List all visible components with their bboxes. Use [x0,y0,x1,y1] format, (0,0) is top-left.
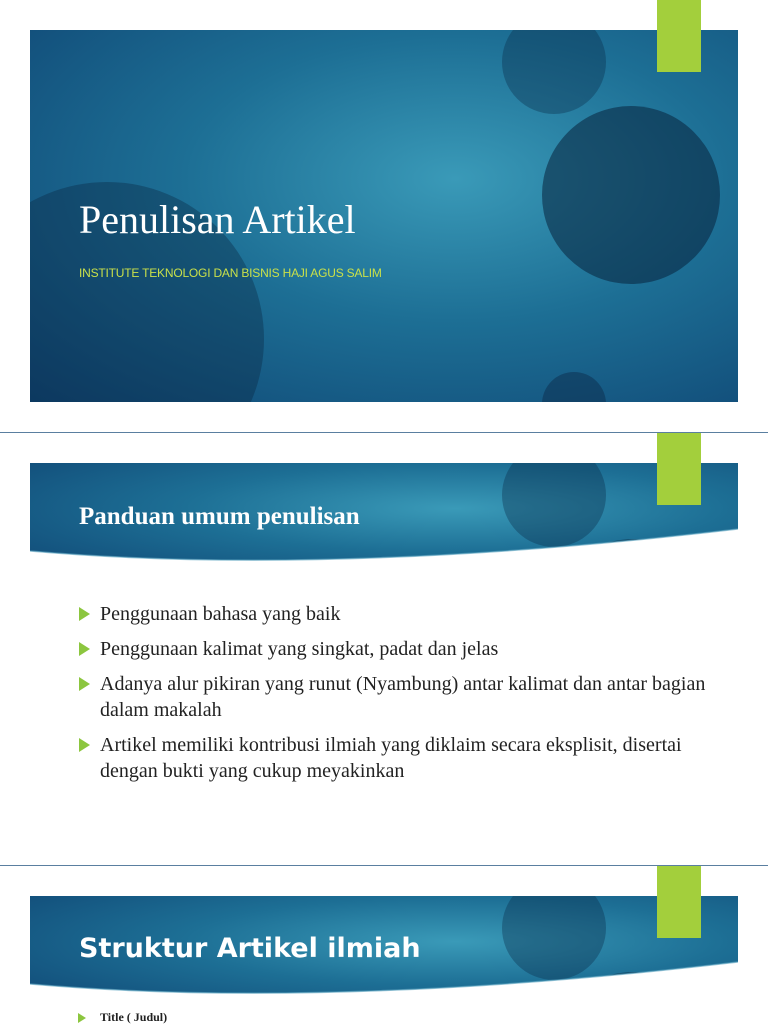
slide-title: Panduan umum penulisan [79,503,360,530]
slide-title: Struktur Artikel ilmiah [79,933,421,964]
green-accent-tab [657,0,701,72]
slide-title: Penulisan Artikel [79,197,356,242]
green-accent-tab [657,433,701,505]
bullet-arrow-icon [79,607,90,621]
list-item: Adanya alur pikiran yang runut (Nyambung) antar kalimat dan antar bagian dalam makalah [78,671,718,723]
slide-subtitle: INSTITUTE TEKNOLOGI DAN BISNIS HAJI AGUS SALIM [79,266,382,280]
green-accent-tab [657,866,701,938]
slide-2-guidelines [0,433,768,865]
bullet-list [78,601,718,793]
banner-curve [30,523,738,583]
decor-circle [542,106,720,284]
list-item: Title ( Judul) [100,1010,168,1024]
list-item: Penggunaan kalimat yang singkat, padat dan jelas [78,636,718,662]
banner-curve [30,956,738,1016]
decor-circle [502,30,606,114]
slide-3-structure [0,866,768,1024]
decor-circle [542,372,606,402]
bullet-arrow-icon [79,642,90,656]
slide-1-title [0,0,768,432]
bullet-arrow-icon [78,1013,86,1023]
bullet-arrow-icon [79,677,90,691]
bullet-arrow-icon [79,738,90,752]
list-item: Artikel memiliki kontribusi ilmiah yang diklaim secara eksplisit, disertai dengan bukti yang cukup meyakinkan [78,732,718,784]
list-item: Penggunaan bahasa yang baik [78,601,718,627]
